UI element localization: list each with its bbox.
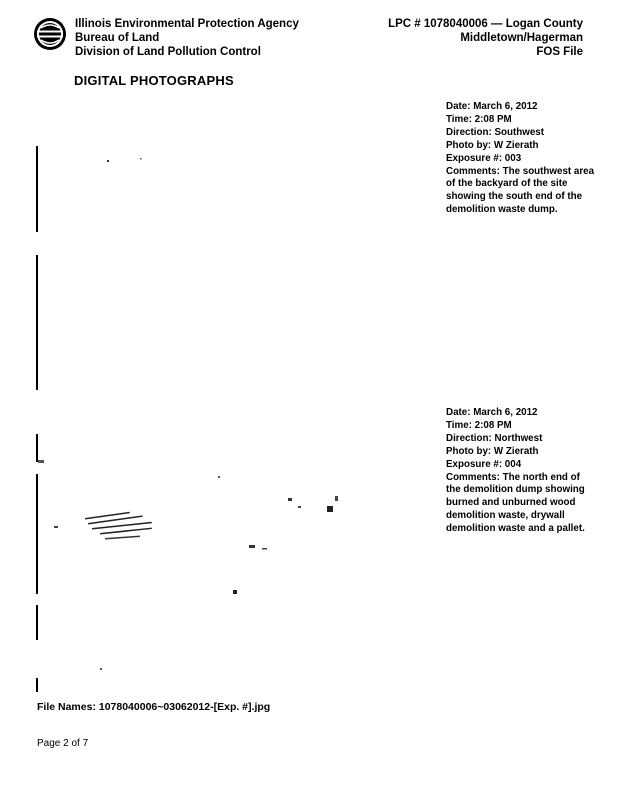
photo-2-time: Time: 2:08 PM xyxy=(446,419,512,431)
photo-2-photographer: Photo by: W Zierath xyxy=(446,445,539,457)
photo-1-exposure: Exposure #: 003 xyxy=(446,152,522,164)
photo-2-comments: Comments: The north end of the demolition dump showing burned and unburned wood demolition waste, drywall demolition waste and a pallet. xyxy=(446,471,585,535)
photo-2-direction: Direction: Northwest xyxy=(446,432,543,444)
division-name: Division of Land Pollution Control xyxy=(75,46,261,58)
agency-name: Illinois Environmental Protection Agency xyxy=(75,18,299,30)
bureau-name: Bureau of Land xyxy=(75,32,160,44)
photo-1-date: Date: March 6, 2012 xyxy=(446,101,538,112)
photo-1-photographer: Photo by: W Zierath xyxy=(446,139,539,151)
page-number: Page 2 of 7 xyxy=(37,738,89,749)
file-names: File Names: 1078040006~03062012-[Exp. #].jpg xyxy=(37,701,271,713)
photo-1-direction: Direction: Southwest xyxy=(446,126,544,138)
photo-2-date: Date: March 6, 2012 xyxy=(446,407,538,418)
photo-1-comments: Comments: The southwest area of the backyard of the site showing the south end of the demolition waste dump. xyxy=(446,165,595,216)
photo-1-time: Time: 2:08 PM xyxy=(446,113,512,125)
photo-2-details xyxy=(446,407,596,536)
photo-1 xyxy=(30,100,430,400)
site-block xyxy=(388,17,583,59)
illinois-epa-seal-icon xyxy=(33,17,67,51)
file-type: FOS File xyxy=(536,46,583,58)
photo-1-details xyxy=(446,101,596,217)
photo-2 xyxy=(30,410,430,700)
agency-block xyxy=(75,17,299,59)
lpc-number: LPC # 1078040006 — Logan County xyxy=(388,18,583,30)
photo-2-exposure: Exposure #: 004 xyxy=(446,458,522,470)
section-title: DIGITAL PHOTOGRAPHS xyxy=(74,73,234,88)
site-name: Middletown/Hagerman xyxy=(460,32,583,44)
